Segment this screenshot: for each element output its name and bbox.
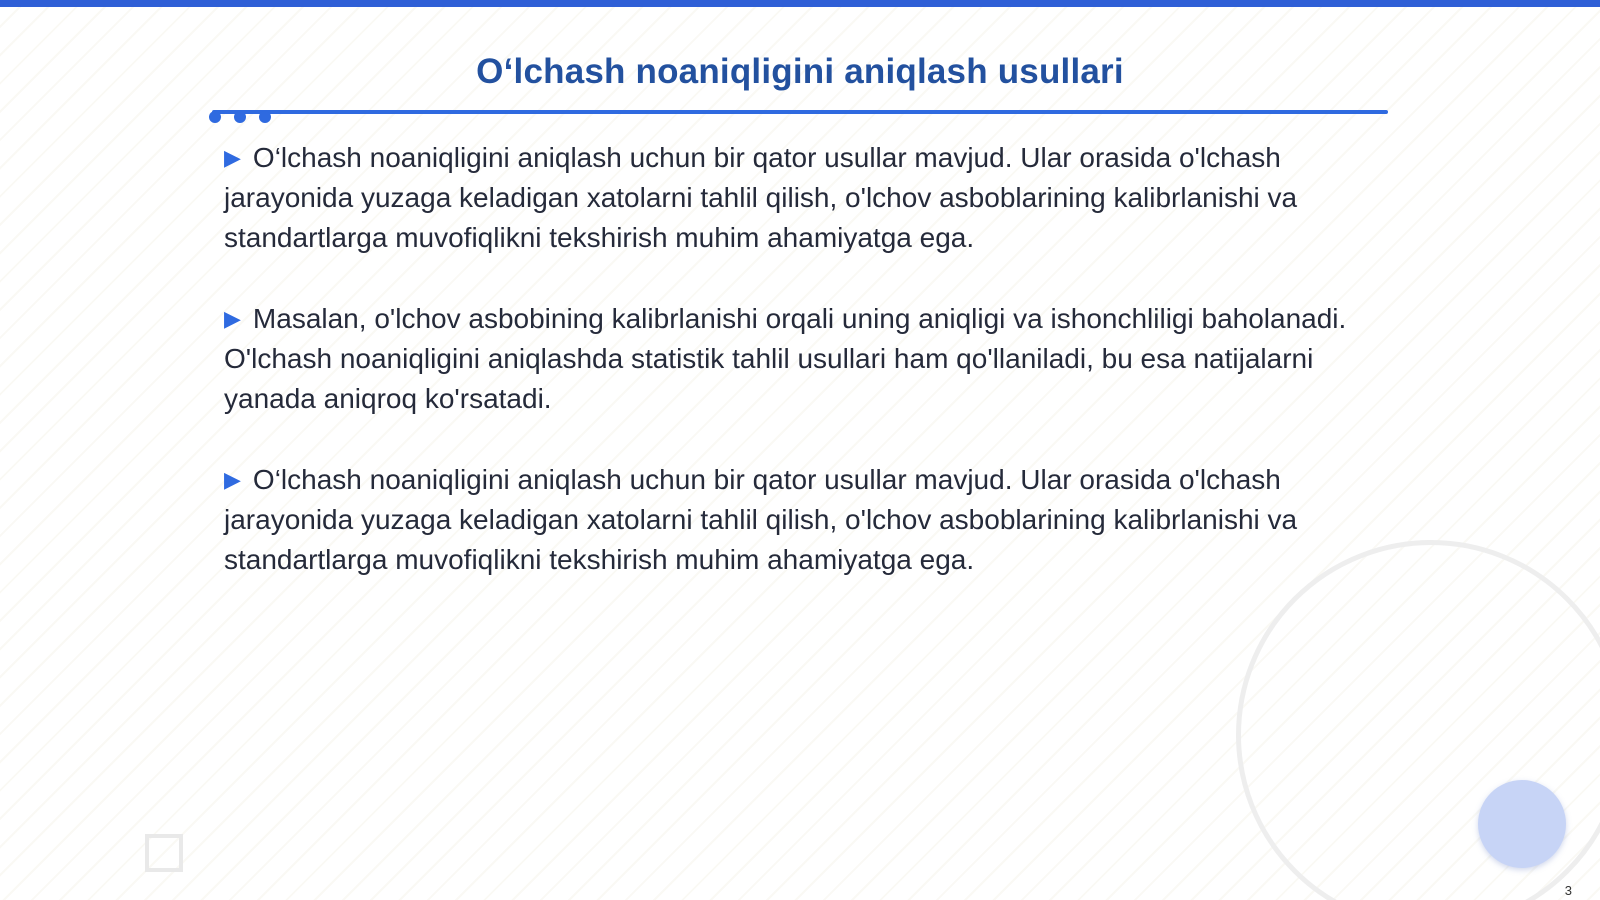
top-accent-bar — [0, 0, 1600, 7]
paragraph-3 — [224, 460, 1364, 580]
decor-dot-2 — [234, 111, 246, 123]
page-number: 3 — [1564, 883, 1572, 898]
triangle-bullet-icon: ▶ — [224, 145, 241, 170]
paragraph-1 — [224, 138, 1364, 258]
decor-circle-filled — [1478, 780, 1566, 868]
paragraph-text: Masalan, o'lchov asbobining kalibrlanishi orqali uning aniqligi va ishonchliligi baholanadi. O'lchash noaniqligini aniqlashda statistik tahlil usullari ham qo'llaniladi, bu esa natijalarni yanada aniqroq ko'rsatadi. — [224, 303, 1347, 414]
slide-body — [224, 138, 1364, 621]
slide-title: O‘lchash noaniqligini aniqlash usullari — [476, 52, 1124, 91]
paragraph-text: O‘lchash noaniqligini aniqlash uchun bir qator usullar mavjud. Ular orasida o'lchash jarayonida yuzaga keladigan xatolarni tahlil qilish, o'lchov asboblarining kalibrlanishi va standartlarga muvofiqlikni tekshirish muhim ahamiyatga ega. — [224, 464, 1298, 575]
decor-dot-3 — [259, 111, 271, 123]
title-underline — [212, 110, 1388, 114]
paragraph-2 — [224, 299, 1364, 419]
decor-square-outline — [145, 834, 183, 872]
triangle-bullet-icon: ▶ — [224, 306, 241, 331]
decor-dot-1 — [209, 111, 221, 123]
paragraph-text: O‘lchash noaniqligini aniqlash uchun bir qator usullar mavjud. Ular orasida o'lchash jarayonida yuzaga keladigan xatolarni tahlil qilish, o'lchov asboblarining kalibrlanishi va standartlarga muvofiqlikni tekshirish muhim ahamiyatga ega. — [224, 142, 1298, 253]
triangle-bullet-icon: ▶ — [224, 467, 241, 492]
